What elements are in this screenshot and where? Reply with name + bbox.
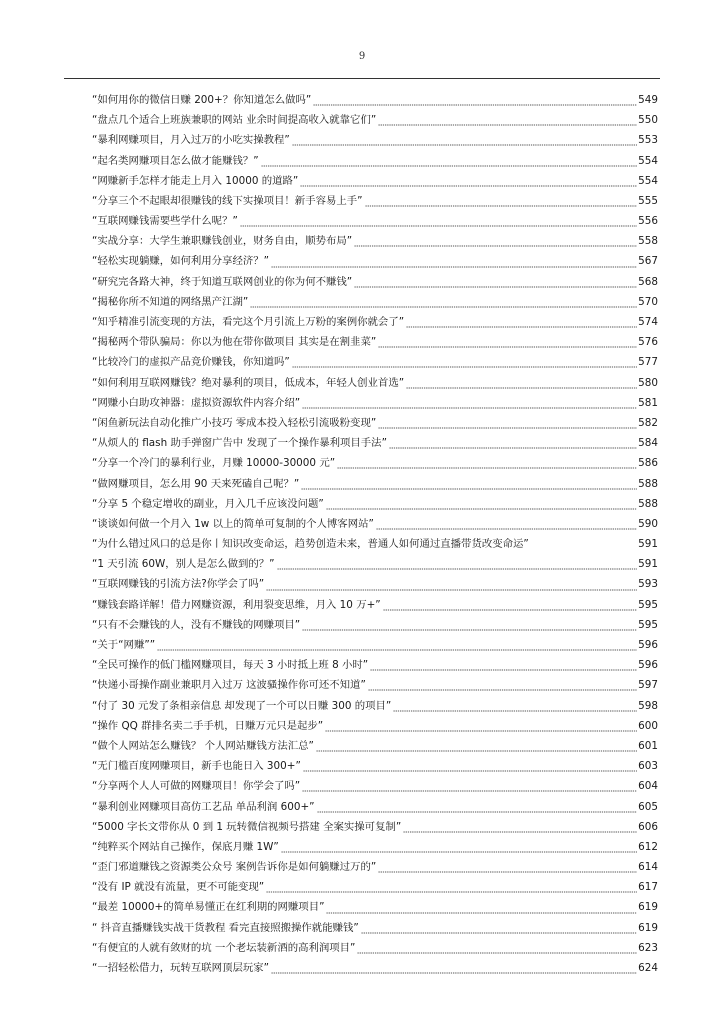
toc-entry[interactable] [92,857,658,877]
toc-entry-page-number: 555 [638,194,658,207]
toc-entry-title: “快递小哥操作副业兼职月入过万 这波骚操作你可还不知道” [92,679,366,692]
toc-dot-leader [357,938,637,958]
toc-entry-title: “1 天引流 60W，别人是怎么做到的？” [92,558,275,571]
toc-entry-page-number: 619 [638,921,658,934]
toc-entry[interactable] [92,898,658,918]
toc-entry-page-number: 605 [638,800,658,813]
toc-entry[interactable] [92,453,658,473]
toc-entry-page-number: 554 [638,154,658,167]
toc-entry-title: “一招轻松借力，玩转互联网顶层玩家” [92,962,270,975]
toc-entry[interactable] [92,393,658,413]
toc-dot-leader [354,272,637,292]
toc-entry-title: “无门槛百度网赚项目，新手也能日入 300+” [92,760,301,773]
toc-entry-title: “闲鱼新玩法自动化推广小技巧 零成本投入轻松引流吸粉变现” [92,416,377,429]
toc-dot-leader [240,211,637,231]
toc-entry-page-number: 595 [638,598,658,611]
toc-entry-title: “从烦人的 flash 助手弹窗广告中 发现了一个操作暴利项目手法” [92,437,387,450]
toc-entry[interactable] [92,696,658,716]
toc-entry[interactable] [92,958,658,978]
toc-entry-title: “分享三个不起眼却很赚钱的线下实操项目！新手容易上手” [92,194,363,207]
toc-entry-page-number: 553 [638,134,658,147]
toc-entry-title: “如何用你的微信日赚 200+？你知道怎么做吗” [92,93,312,106]
toc-entry-page-number: 590 [638,517,658,530]
toc-entry-title: “暴利创业网赚项目高仿工艺品 单品利润 600+” [92,800,315,813]
toc-entry-title: “有便宜的人就有敛财的坑 一个老坛装新酒的高利润项目” [92,941,356,954]
toc-entry[interactable] [92,554,658,574]
toc-entry-title: “轻松实现躺赚，如何利用分享经济？” [92,255,270,268]
toc-entry-page-number: 567 [638,255,658,268]
toc-entry-title: “揭秘你所不知道的网络黑产江湖” [92,295,249,308]
toc-entry-title: “实战分享：大学生兼职赚钱创业，财务自由，顺势布局” [92,235,353,248]
toc-entry[interactable] [92,292,658,312]
toc-entry-page-number: 586 [638,457,658,470]
toc-entry-page-number: 604 [638,780,658,793]
toc-dot-leader [406,312,637,332]
toc-entry-title: “ 抖音直播赚钱实战干货教程 看完直接照搬操作就能赚钱” [92,921,359,934]
toc-entry-page-number: 582 [638,416,658,429]
page-number: 9 [358,51,366,62]
toc-entry-page-number: 558 [638,235,658,248]
toc-dot-leader [393,696,637,716]
toc-entry-title: “全民可操作的低门槛网赚项目，每天 3 小时抵上班 8 小时” [92,659,369,672]
toc-dot-leader [300,171,637,191]
toc-entry-page-number: 612 [638,840,658,853]
toc-entry[interactable] [92,332,658,352]
toc-entry[interactable] [92,534,658,554]
toc-entry-title: “暴利网赚项目，月入过万的小吃实操教程” [92,134,290,147]
toc-entry[interactable] [92,130,658,150]
toc-entry-page-number: 584 [638,437,658,450]
toc-entry-title: “纯粹买个网站自己操作，保底月赚 1W” [92,840,279,853]
toc-entry[interactable] [92,675,658,695]
toc-entry-page-number: 549 [638,93,658,106]
toc-entry-title: “网赚小白助攻神器：虚拟资源软件内容介绍” [92,396,301,409]
toc-entry-title: “关于“网赚”” [92,639,156,652]
toc-dot-leader [531,534,637,554]
toc-dot-leader [361,918,637,938]
toc-entry-page-number: 614 [638,861,658,874]
toc-entry-title: “付了 30 元发了条相亲信息 却发现了一个可以日赚 300 的项目” [92,699,392,712]
toc-dot-leader [250,292,637,312]
toc-entry-title: “赚钱套路详解！借力网赚资源，利用裂变思维，月入 10 万+” [92,598,381,611]
toc-entry[interactable] [92,756,658,776]
toc-entry[interactable] [92,635,658,655]
toc-entry[interactable] [92,595,658,615]
toc-dot-leader [325,716,637,736]
toc-dot-leader [383,595,637,615]
toc-dot-leader [277,554,638,574]
toc-dot-leader [326,494,637,514]
toc-entry[interactable] [92,877,658,897]
toc-entry[interactable] [92,252,658,272]
toc-entry[interactable] [92,171,658,191]
toc-entry-page-number: 591 [638,558,658,571]
toc-dot-leader [271,252,637,272]
toc-entry-page-number: 570 [638,295,658,308]
toc-dot-leader [292,130,637,150]
toc-entry-page-number: 597 [638,679,658,692]
toc-dot-leader [266,877,637,897]
toc-dot-leader [271,958,637,978]
toc-entry-title: “知乎精准引流变现的方法，看完这个月引流上万粉的案例你就会了” [92,316,405,329]
toc-entry-page-number: 598 [638,699,658,712]
toc-entry-title: “最差 10000+的简单易懂正在红利期的网赚项目” [92,901,325,914]
toc-dot-leader [406,373,637,393]
toc-entry[interactable] [92,312,658,332]
toc-entry-page-number: 576 [638,336,658,349]
toc-entry[interactable] [92,615,658,635]
toc-entry[interactable] [92,433,658,453]
toc-entry-title: “起名类网赚项目怎么做才能赚钱？” [92,154,259,167]
toc-entry-page-number: 624 [638,962,658,975]
toc-dot-leader [313,90,637,110]
toc-dot-leader [370,655,637,675]
toc-entry[interactable] [92,938,658,958]
toc-entry-title: “互联网赚钱需要些学什么呢？” [92,215,238,228]
toc-entry-title: “谈谈如何做一个月入 1w 以上的简单可复制的个人博客网站” [92,517,374,530]
toc-entry[interactable] [92,231,658,251]
toc-entry-page-number: 554 [638,174,658,187]
toc-dot-leader [326,898,637,918]
toc-entry-title: “做网赚项目，怎么用 90 天来死磕自己呢？” [92,477,300,490]
toc-entry-page-number: 617 [638,881,658,894]
toc-dot-leader [317,797,638,817]
toc-entry-page-number: 623 [638,941,658,954]
toc-entry-title: “盘点几个适合上班族兼职的网站 业余时间提高收入就靠它们” [92,114,377,127]
toc-entry-title: “分享两个人人可做的网赚项目！你学会了吗” [92,780,301,793]
toc-entry-page-number: 600 [638,719,658,732]
toc-entry[interactable] [92,474,658,494]
toc-entry-title: “操作 QQ 群排名卖二手手机，日赚万元只是起步” [92,719,324,732]
toc-entry-page-number: 577 [638,356,658,369]
toc-dot-leader [302,393,637,413]
toc-entry-page-number: 588 [638,497,658,510]
toc-entry[interactable] [92,494,658,514]
toc-dot-leader [316,736,637,756]
toc-entry[interactable] [92,716,658,736]
toc-entry-page-number: 601 [638,739,658,752]
toc-entry[interactable] [92,211,658,231]
toc-entry-title: “只有不会赚钱的人，没有不赚钱的网赚项目” [92,618,301,631]
toc-entry[interactable] [92,110,658,130]
toc-entry[interactable] [92,736,658,756]
toc-entry-title: “如何利用互联网赚钱？绝对暴利的项目，低成本，年轻人创业首选” [92,376,405,389]
toc-entry-page-number: 596 [638,639,658,652]
toc-entry-title: “互联网赚钱的引流方法?你学会了吗” [92,578,265,591]
toc-dot-leader [376,514,637,534]
toc-entry-title: “研究完各路大神，终于知道互联网创业的你为何不赚钱” [92,275,353,288]
toc-entry-page-number: 581 [638,396,658,409]
toc-entry-page-number: 606 [638,820,658,833]
toc-entry-page-number: 588 [638,477,658,490]
toc-entry[interactable] [92,191,658,211]
toc-entry[interactable] [92,151,658,171]
header-rule [64,78,660,79]
toc-entry-title: “为什么错过风口的总是你丨知识改变命运，趋势创造未来，普通人如何通过直播带货改变命运” [92,538,529,551]
toc-dot-leader [378,413,637,433]
toc-entry-page-number: 568 [638,275,658,288]
toc-dot-leader [281,837,637,857]
toc-entry-title: “歪门邪道赚钱之资源类公众号 案例告诉你是如何躺赚过万的” [92,861,377,874]
toc-entry[interactable] [92,776,658,796]
toc-dot-leader [266,575,637,595]
toc-dot-leader [302,776,637,796]
toc-entry-title: “5000 字长文带你从 0 到 1 玩转微信视频号搭建 全案实操可复制” [92,820,402,833]
toc-entry[interactable] [92,837,658,857]
toc-entry-page-number: 591 [638,538,658,551]
toc-entry-page-number: 580 [638,376,658,389]
toc-dot-leader [368,675,637,695]
toc-entry-title: “比较冷门的虚拟产品竞价赚钱，你知道吗” [92,356,290,369]
toc-dot-leader [157,635,637,655]
toc-entry-title: “没有 IP 就没有流量，更不可能变现” [92,881,265,894]
toc-entry-page-number: 595 [638,618,658,631]
toc-entry-page-number: 593 [638,578,658,591]
toc-dot-leader [378,110,637,130]
toc-dot-leader [292,352,637,372]
toc-entry-title: “网赚新手怎样才能走上月入 10000 的道路” [92,174,299,187]
toc-dot-leader [354,231,637,251]
toc-entry-title: “揭秘两个带队骗局：你以为他在带你做项目 其实是在割韭菜” [92,336,377,349]
toc-entry[interactable] [92,655,658,675]
toc-entry[interactable] [92,373,658,393]
toc-entry-title: “分享 5 个稳定增收的副业，月入几千应该没问题” [92,497,324,510]
toc-entry[interactable] [92,918,658,938]
toc-dot-leader [302,615,637,635]
toc-dot-leader [337,453,637,473]
toc-dot-leader [303,756,637,776]
toc-entry-page-number: 574 [638,316,658,329]
toc-entry-page-number: 619 [638,901,658,914]
toc-dot-leader [403,817,637,837]
toc-entry-page-number: 550 [638,114,658,127]
toc-entry-page-number: 603 [638,760,658,773]
toc-entry-title: “分享一个冷门的暴利行业，月赚 10000-30000 元” [92,457,336,470]
toc-dot-leader [378,332,637,352]
toc-dot-leader [378,857,637,877]
toc-dot-leader [261,151,638,171]
toc-entry[interactable] [92,272,658,292]
toc-entry-page-number: 556 [638,215,658,228]
toc-dot-leader [301,474,637,494]
toc-entry[interactable] [92,514,658,534]
toc-entry[interactable] [92,575,658,595]
toc-entry[interactable] [92,413,658,433]
toc-dot-leader [389,433,637,453]
toc-entry[interactable] [92,90,658,110]
toc-entry[interactable] [92,797,658,817]
toc-entry-title: “做个人网站怎么赚钱？ 个人网站赚钱方法汇总” [92,739,314,752]
toc-entry-page-number: 596 [638,659,658,672]
table-of-contents [92,90,658,978]
toc-entry[interactable] [92,817,658,837]
toc-entry[interactable] [92,352,658,372]
toc-dot-leader [365,191,638,211]
